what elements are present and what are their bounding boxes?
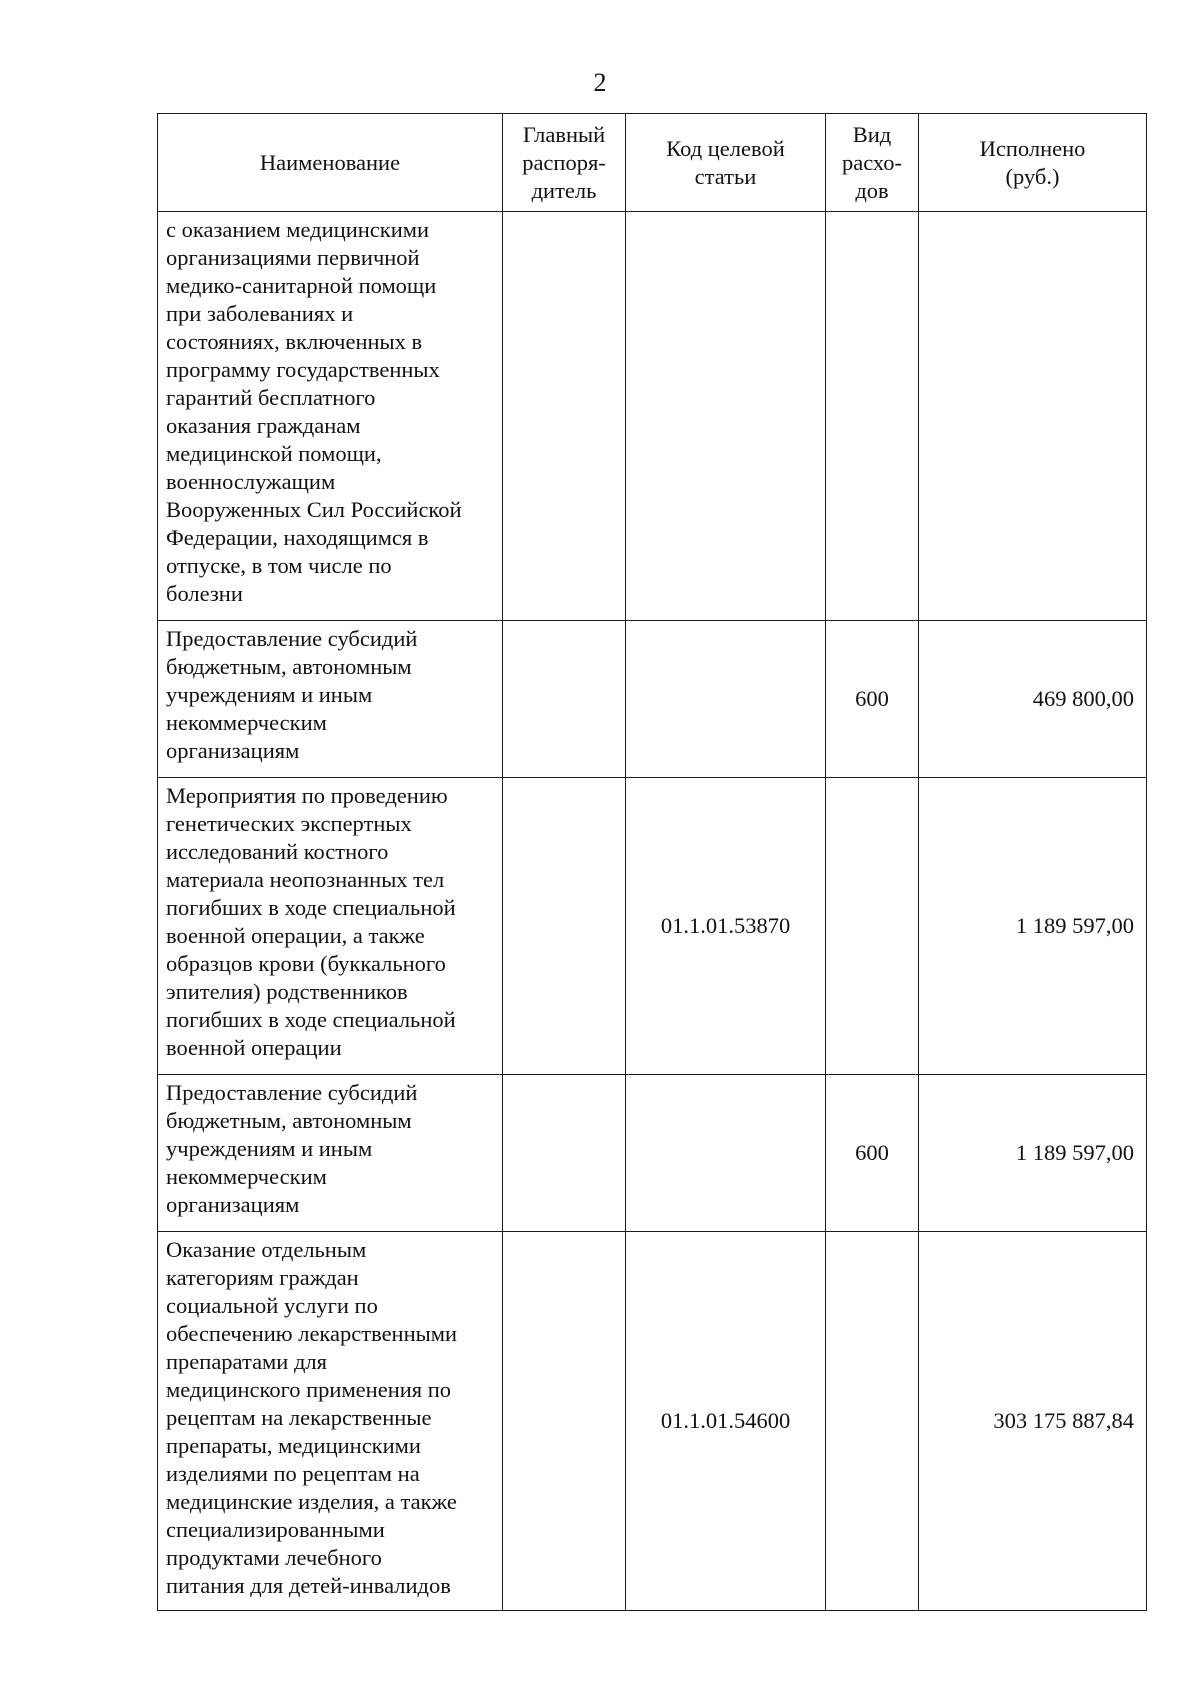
row-chief-manager-cell xyxy=(503,621,626,778)
row-target-code-cell: 01.1.01.53870 xyxy=(626,778,826,1075)
table-row xyxy=(158,621,1147,778)
budget-execution-table xyxy=(157,113,1147,1611)
row-expense-type-cell: 600 xyxy=(826,621,919,778)
row-target-code-cell xyxy=(626,621,826,778)
row-expense-type-cell xyxy=(826,1232,919,1611)
row-target-code-cell: 01.1.01.54600 xyxy=(626,1232,826,1611)
row-executed-cell: 1 189 597,00 xyxy=(919,1075,1147,1232)
table-row xyxy=(158,1232,1147,1611)
row-name-cell: с оказанием медицинскими организациями первичной медико-санитарной помощи при заболеваниях и состояниях, включенных в программу государственных гарантий бесплатного оказания гражданам медицинской помощи, военнослужащим Вооруженных Сил Российской Федерации, находящимся в отпуске, в том числе по болезни xyxy=(158,212,503,621)
row-name-cell: Предоставление субсидий бюджетным, автономным учреждениям и иным некоммерческим организациям xyxy=(158,621,503,778)
row-chief-manager-cell xyxy=(503,1232,626,1611)
header-name: Наименование xyxy=(158,114,503,212)
row-chief-manager-cell xyxy=(503,1075,626,1232)
page-number: 2 xyxy=(593,68,607,97)
header-executed: Исполнено (руб.) xyxy=(919,114,1147,212)
row-expense-type-cell: 600 xyxy=(826,1075,919,1232)
header-expense-type: Вид расхо- дов xyxy=(826,114,919,212)
row-executed-cell: 1 189 597,00 xyxy=(919,778,1147,1075)
row-executed-cell: 303 175 887,84 xyxy=(919,1232,1147,1611)
row-name-cell: Мероприятия по проведению генетических экспертных исследований костного материала неопознанных тел погибших в ходе специальной военной операции, а также образцов крови (буккального эпителия) родственников погибших в ходе специальной военной операции xyxy=(158,778,503,1075)
row-executed-cell xyxy=(919,212,1147,621)
row-expense-type-cell xyxy=(826,778,919,1075)
header-chief-manager: Главный распоря- дитель xyxy=(503,114,626,212)
row-target-code-cell xyxy=(626,1075,826,1232)
row-chief-manager-cell xyxy=(503,212,626,621)
row-expense-type-cell xyxy=(826,212,919,621)
table-row xyxy=(158,212,1147,621)
header-target-code: Код целевой статьи xyxy=(626,114,826,212)
row-target-code-cell xyxy=(626,212,826,621)
table-header-row xyxy=(158,114,1147,212)
row-executed-cell: 469 800,00 xyxy=(919,621,1147,778)
row-name-cell: Оказание отдельным категориям граждан социальной услуги по обеспечению лекарственными препаратами для медицинского применения по рецептам на лекарственные препараты, медицинскими изделиями по рецептам на медицинские изделия, а также специализированными продуктами лечебного питания для детей-инвалидов xyxy=(158,1232,503,1611)
row-name-cell: Предоставление субсидий бюджетным, автономным учреждениям и иным некоммерческим организациям xyxy=(158,1075,503,1232)
table-row xyxy=(158,778,1147,1075)
row-chief-manager-cell xyxy=(503,778,626,1075)
table-row xyxy=(158,1075,1147,1232)
